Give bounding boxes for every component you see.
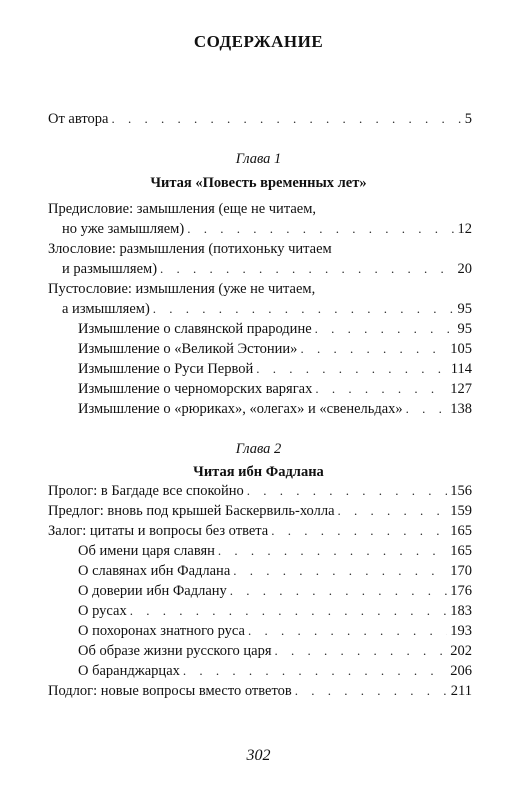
leader-dots: [256, 359, 448, 379]
leader-dots: [153, 299, 455, 319]
leader-dots: [271, 521, 447, 541]
entry-text: О доверии ибн Фадлану: [78, 583, 227, 599]
toc-entry: [62, 219, 472, 239]
toc-entry: [62, 259, 472, 279]
toc-subentry: [78, 621, 472, 641]
entry-text: Об образе жизни русского царя: [78, 643, 272, 659]
entry-text: Об имени царя славян: [78, 543, 215, 559]
entry-text: О похоронах знатного руса: [78, 623, 245, 639]
toc-subentry: [78, 581, 472, 601]
entry-text: Измышление о черноморских варягах: [78, 381, 313, 397]
entry-page: 159: [450, 503, 472, 519]
leader-dots: [338, 501, 448, 521]
entry-page: 176: [450, 583, 472, 599]
entry-page: 165: [450, 523, 472, 539]
toc-entry: [48, 501, 472, 521]
toc-subentry: [78, 359, 472, 379]
entry-page: 193: [450, 623, 472, 639]
leader-dots: [315, 379, 447, 399]
entry-page: 183: [450, 603, 472, 619]
entry-text: О славянах ибн Фадлана: [78, 563, 231, 579]
toc-subentry: [78, 661, 472, 681]
entry-text: Измышление о славянской прародине: [78, 321, 312, 337]
leader-dots: [187, 219, 454, 239]
leader-dots: [248, 621, 447, 641]
leader-dots: [406, 399, 448, 419]
toc-subentry: [78, 339, 472, 359]
chapter-1-number: Глава 1: [235, 151, 282, 167]
toc-subentry: [78, 641, 472, 661]
entry-text: Пролог: в Багдаде все спокойно: [48, 483, 244, 499]
toc-subentry: [78, 601, 472, 621]
chapter-1-title: Читая «Повесть временных лет»: [150, 175, 367, 191]
page-title: СОДЕРЖАНИЕ: [193, 32, 324, 51]
leader-dots: [130, 601, 448, 621]
entry-page: 5: [464, 111, 472, 127]
toc-entry-line1: Пустословие: измышления (уже не читаем,: [48, 281, 316, 297]
toc-subentry: [78, 541, 472, 561]
entry-text: и размышляем): [62, 261, 158, 277]
toc-subentry: [78, 379, 472, 399]
entry-page: 105: [450, 341, 472, 357]
entry-text: О баранджарцах: [78, 663, 180, 679]
entry-text: а измышляем): [62, 301, 150, 317]
toc-subentry: [78, 399, 472, 419]
leader-dots: [275, 641, 448, 661]
entry-page: 165: [450, 543, 472, 559]
entry-text: Измышление о «Великой Эстонии»: [78, 341, 298, 357]
leader-dots: [218, 541, 447, 561]
toc-entry-intro: [48, 109, 472, 129]
entry-text: Предлог: вновь под крышей Баскервиль-холла: [48, 503, 335, 519]
entry-page: 156: [450, 483, 472, 499]
entry-page: 170: [450, 563, 472, 579]
leader-dots: [247, 481, 447, 501]
leader-dots: [295, 681, 448, 701]
leader-dots: [183, 661, 447, 681]
toc-entry: [48, 521, 472, 541]
entry-text: Залог: цитаты и вопросы без ответа: [48, 523, 269, 539]
leader-dots: [111, 109, 461, 129]
toc-entry-line1: Злословие: размышления (потихоньку читаем: [48, 241, 332, 257]
entry-text: Подлог: новые вопросы вместо ответов: [48, 683, 292, 699]
entry-page: 20: [457, 261, 472, 277]
leader-dots: [160, 259, 454, 279]
entry-page: 95: [457, 301, 472, 317]
entry-text: О русах: [78, 603, 127, 619]
toc-entry: [48, 681, 472, 701]
chapter-2-number: Глава 2: [235, 441, 282, 457]
entry-page: 206: [450, 663, 472, 679]
entry-page: 114: [450, 361, 472, 377]
entry-page: 202: [450, 643, 472, 659]
entry-page: 12: [457, 221, 472, 237]
entry-text: Измышление о «рюриках», «олегах» и «свенельдах»: [78, 401, 403, 417]
toc-subentry: [78, 561, 472, 581]
leader-dots: [230, 581, 447, 601]
page-number: 302: [246, 747, 271, 764]
entry-page: 95: [457, 321, 472, 337]
leader-dots: [300, 339, 447, 359]
entry-page: 138: [450, 401, 472, 417]
entry-page: 211: [450, 683, 472, 699]
entry-text: но уже замышляем): [62, 221, 185, 237]
entry-text: От автора: [48, 111, 109, 127]
leader-dots: [315, 319, 455, 339]
toc-subentry: [78, 319, 472, 339]
entry-page: 127: [450, 381, 472, 397]
toc-entry: [62, 299, 472, 319]
toc-entry-line1: Предисловие: замышления (еще не читаем,: [48, 201, 317, 217]
toc-entry: [48, 481, 472, 501]
entry-text: Измышление о Руси Первой: [78, 361, 254, 377]
leader-dots: [233, 561, 447, 581]
chapter-2-title: Читая ибн Фадлана: [193, 464, 324, 480]
